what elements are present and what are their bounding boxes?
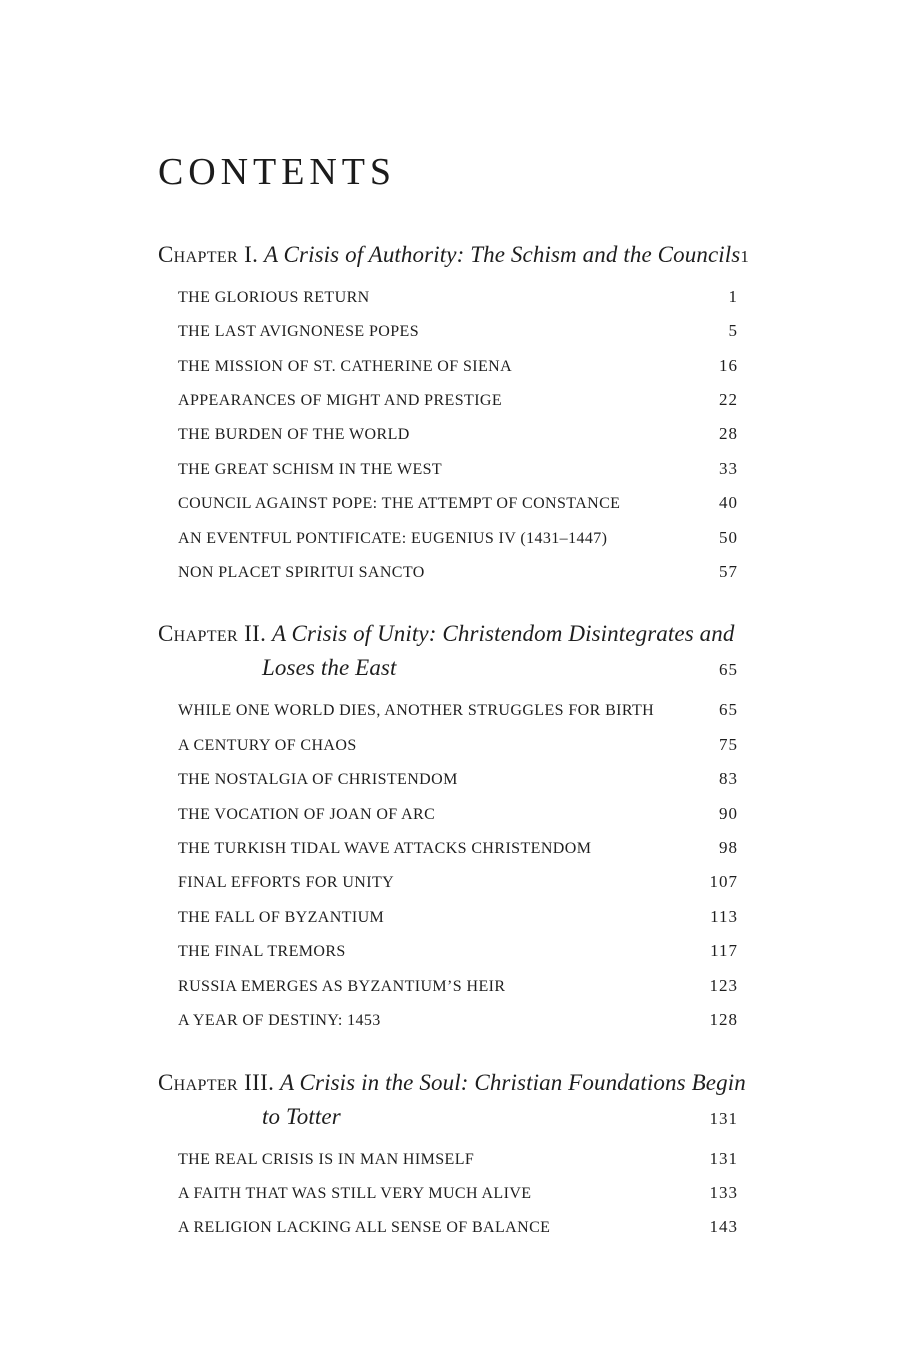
toc-entry-page: 1 — [728, 286, 738, 306]
toc-entry — [158, 314, 738, 348]
toc-entry-label: NON PLACET SPIRITUI SANCTO — [178, 564, 425, 582]
chapter-entries — [158, 693, 738, 1037]
chapter-title-continuation: Loses the East — [262, 655, 397, 681]
toc-entry — [158, 452, 738, 486]
toc-entry-label: A CENTURY OF CHAOS — [178, 736, 357, 754]
toc-entry-label: THE NOSTALGIA OF CHRISTENDOM — [178, 771, 458, 789]
toc-entry — [158, 280, 738, 314]
toc-entry-page: 22 — [718, 390, 738, 410]
toc-entry-label: COUNCIL AGAINST POPE: THE ATTEMPT OF CONSTANCE — [178, 495, 621, 513]
toc-entry-page: 83 — [718, 769, 738, 789]
toc-entry-page: 5 — [728, 321, 738, 341]
toc-entry — [158, 728, 738, 762]
toc-entry-page: 57 — [718, 562, 738, 582]
toc-entry — [158, 762, 738, 796]
toc-entry — [158, 486, 738, 520]
toc-entry-page: 98 — [718, 838, 738, 858]
toc-entry — [158, 934, 738, 968]
chapter-section — [158, 1066, 746, 1245]
toc-entry — [158, 1142, 738, 1176]
toc-entry-label: A FAITH THAT WAS STILL VERY MUCH ALIVE — [178, 1184, 532, 1202]
toc-entry — [158, 797, 738, 831]
toc-entry-label: THE VOCATION OF JOAN OF ARC — [178, 805, 436, 823]
toc-entry — [158, 349, 738, 383]
toc-entry-page: 131 — [709, 1148, 738, 1168]
toc-entry-label: THE GLORIOUS RETURN — [178, 288, 370, 306]
toc-entry — [158, 865, 738, 899]
toc-entry-label: THE FINAL TREMORS — [178, 943, 346, 961]
page-title: CONTENTS — [158, 151, 396, 193]
toc-entry-label: THE MISSION OF ST. CATHERINE OF SIENA — [178, 357, 513, 375]
toc-entry-page: 28 — [718, 424, 738, 444]
chapter-section — [158, 238, 750, 590]
chapter-title: A Crisis of Authority: The Schism and the Councils — [263, 241, 741, 267]
chapter-entries — [158, 280, 738, 590]
chapter-heading — [158, 1066, 746, 1100]
toc-entry-label: WHILE ONE WORLD DIES, ANOTHER STRUGGLES FOR BIRTH — [178, 702, 655, 720]
toc-entry — [158, 1210, 738, 1244]
toc-entry-page: 33 — [718, 458, 738, 478]
chapter-page-number: 131 — [709, 1108, 738, 1128]
toc-entry-page: 50 — [718, 527, 738, 547]
toc-entry — [158, 900, 738, 934]
toc-entry-page: 90 — [718, 803, 738, 823]
chapter-heading-continuation-line — [158, 1100, 738, 1136]
toc-entry-page: 143 — [709, 1217, 738, 1237]
toc-entry-page: 123 — [709, 975, 738, 995]
chapter-title: A Crisis in the Soul: Christian Foundations Begin — [279, 1069, 746, 1095]
chapter-page-number: 1 — [740, 246, 750, 266]
toc-entry — [158, 693, 738, 727]
chapter-heading — [158, 617, 738, 651]
toc-entry-label: THE BURDEN OF THE WORLD — [178, 426, 410, 444]
toc-entry-label: AN EVENTFUL PONTIFICATE: EUGENIUS IV (1431–1447) — [178, 529, 608, 547]
chapter-heading-text — [158, 238, 740, 272]
toc-entry-page: 40 — [718, 493, 738, 513]
chapter-heading-text — [158, 617, 738, 651]
toc-entry — [158, 383, 738, 417]
toc-entry-label: THE REAL CRISIS IS IN MAN HIMSELF — [178, 1150, 475, 1168]
toc-entry — [158, 831, 738, 865]
chapter-number: Chapter III. — [158, 1069, 275, 1095]
toc-entry-label: A YEAR OF DESTINY: 1453 — [178, 1012, 381, 1030]
toc-entry-page: 65 — [718, 700, 738, 720]
chapter-heading-continuation-line — [158, 651, 738, 687]
chapter-title-continuation: to Totter — [262, 1103, 341, 1129]
chapter-number: Chapter I. — [158, 241, 259, 267]
chapter-section — [158, 617, 738, 1037]
chapter-page-number: 65 — [718, 660, 738, 680]
toc-entry-label: FINAL EFFORTS FOR UNITY — [178, 874, 395, 892]
toc-entry — [158, 969, 738, 1003]
toc-entry-label: A RELIGION LACKING ALL SENSE OF BALANCE — [178, 1219, 551, 1237]
chapter-number: Chapter II. — [158, 621, 267, 647]
toc-entry-label: RUSSIA EMERGES AS BYZANTIUM’S HEIR — [178, 977, 506, 995]
toc-entry-label: THE FALL OF BYZANTIUM — [178, 908, 385, 926]
toc-entry — [158, 417, 738, 451]
toc-entry-page: 133 — [709, 1182, 738, 1202]
toc-entry-page: 75 — [718, 734, 738, 754]
toc-entry-label: THE TURKISH TIDAL WAVE ATTACKS CHRISTENDOM — [178, 840, 592, 858]
toc-entry-page: 117 — [710, 941, 738, 961]
toc-entry-label: THE GREAT SCHISM IN THE WEST — [178, 460, 443, 478]
toc-entry-label: THE LAST AVIGNONESE POPES — [178, 323, 419, 341]
chapter-heading — [158, 238, 750, 274]
toc-entry-page: 107 — [709, 872, 738, 892]
table-of-contents — [158, 0, 750, 1245]
toc-entry — [158, 1176, 738, 1210]
toc-entry-label: APPEARANCES OF MIGHT AND PRESTIGE — [178, 392, 503, 410]
toc-entry — [158, 1003, 738, 1037]
toc-entry — [158, 555, 738, 589]
toc-entry-page: 16 — [718, 355, 738, 375]
chapter-heading-text — [158, 1066, 746, 1100]
chapter-title: A Crisis of Unity: Christendom Disintegrates and — [271, 621, 735, 647]
toc-entry-page: 128 — [709, 1010, 738, 1030]
toc-entry — [158, 521, 738, 555]
toc-entry-page: 113 — [710, 906, 738, 926]
chapter-entries — [158, 1142, 738, 1245]
